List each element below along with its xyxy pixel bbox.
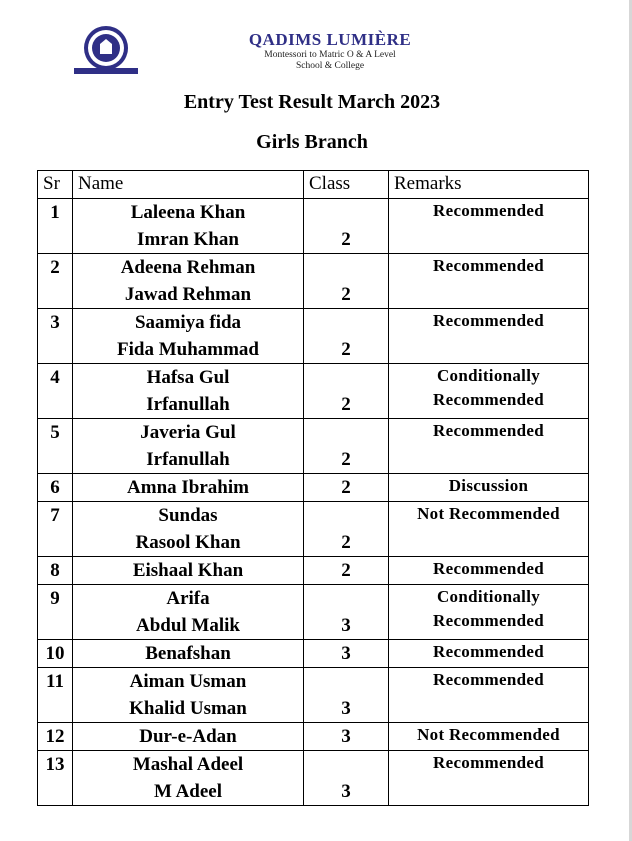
remarks-cell: Recommended (389, 557, 589, 585)
parent-name: Imran Khan (137, 229, 239, 250)
sr-cell: 1 (38, 199, 73, 254)
student-name: Adeena Rehman (120, 257, 256, 278)
sr-cell: 4 (38, 364, 73, 419)
table-row (38, 751, 589, 806)
sr-cell: 2 (38, 254, 73, 309)
remarks-cell: Recommended (389, 254, 589, 309)
class-cell: 2 (304, 502, 389, 557)
remarks-cell: Discussion (389, 474, 589, 502)
table-row (38, 254, 589, 309)
remarks-cell: Recommended (389, 199, 589, 254)
school-name: QADIMS LUMIÈRE (248, 30, 412, 49)
student-name: Aiman Usman (129, 671, 247, 692)
sr-cell: 13 (38, 751, 73, 806)
sr-cell: 5 (38, 419, 73, 474)
remarks-cell (389, 585, 589, 640)
school-tagline-1: Montessori to Matric O & A Level (264, 50, 396, 60)
table-row (38, 474, 589, 502)
school-logo-icon (70, 24, 142, 80)
results-table (37, 170, 589, 806)
name-cell: Dur-e-Adan (73, 723, 304, 751)
sr-cell: 6 (38, 474, 73, 502)
parent-name: Jawad Rehman (124, 284, 252, 305)
student-name: Sundas (158, 505, 218, 526)
table-row (38, 640, 589, 668)
table-row (38, 557, 589, 585)
table-row (38, 723, 589, 751)
remarks-cell: Recommended (389, 751, 589, 806)
student-name: Arifa (166, 588, 210, 609)
name-cell (73, 254, 304, 309)
table-row (38, 364, 589, 419)
class-cell: 3 (304, 640, 389, 668)
school-tagline-2: School & College (295, 61, 365, 71)
class-cell: 2 (304, 199, 389, 254)
table-row (38, 668, 589, 723)
remarks-cell: Recommended (389, 668, 589, 723)
sr-cell: 11 (38, 668, 73, 723)
header-class: Class (304, 171, 389, 199)
remarks-cell: Not Recommended (389, 723, 589, 751)
remarks-line-2: Recommended (433, 611, 544, 630)
class-cell: 2 (304, 419, 389, 474)
table-row (38, 419, 589, 474)
sr-cell: 10 (38, 640, 73, 668)
table-row (38, 309, 589, 364)
parent-name: Irfanullah (146, 394, 230, 415)
class-cell: 3 (304, 723, 389, 751)
student-name: Laleena Khan (130, 202, 246, 223)
parent-name: Irfanullah (146, 449, 230, 470)
branch-title: Girls Branch (256, 131, 368, 153)
class-cell: 3 (304, 585, 389, 640)
parent-name: Rasool Khan (135, 532, 241, 553)
school-brand (232, 30, 428, 72)
table-header-row (38, 171, 589, 199)
student-name: Saamiya fida (134, 312, 242, 333)
sr-cell: 7 (38, 502, 73, 557)
table-row (38, 199, 589, 254)
student-name: Mashal Adeel (132, 754, 244, 775)
class-cell: 2 (304, 474, 389, 502)
letterhead (0, 0, 632, 90)
sr-cell: 8 (38, 557, 73, 585)
header-name: Name (73, 171, 304, 199)
name-cell (73, 199, 304, 254)
header-remarks: Remarks (389, 171, 589, 199)
name-cell (73, 751, 304, 806)
class-cell: 2 (304, 557, 389, 585)
name-cell: Eishaal Khan (73, 557, 304, 585)
remarks-line-2: Recommended (433, 390, 544, 409)
name-cell (73, 585, 304, 640)
class-cell: 2 (304, 364, 389, 419)
class-cell: 3 (304, 751, 389, 806)
remarks-cell (389, 364, 589, 419)
name-cell (73, 502, 304, 557)
class-cell: 2 (304, 254, 389, 309)
name-cell (73, 309, 304, 364)
name-cell (73, 364, 304, 419)
name-cell (73, 668, 304, 723)
parent-name: Fida Muhammad (117, 339, 259, 360)
class-cell: 3 (304, 668, 389, 723)
table-row (38, 585, 589, 640)
sr-cell: 12 (38, 723, 73, 751)
table-row (38, 502, 589, 557)
document-title: Entry Test Result March 2023 (183, 91, 441, 113)
sr-cell: 3 (38, 309, 73, 364)
student-name: Hafsa Gul (146, 367, 230, 388)
remarks-cell: Recommended (389, 640, 589, 668)
name-cell (73, 419, 304, 474)
student-name: Javeria Gul (140, 422, 236, 443)
remarks-cell: Recommended (389, 309, 589, 364)
parent-name: M Adeel (153, 781, 223, 802)
name-cell: Amna Ibrahim (73, 474, 304, 502)
parent-name: Khalid Usman (129, 698, 247, 719)
sr-cell: 9 (38, 585, 73, 640)
remarks-cell: Not Recommended (389, 502, 589, 557)
remarks-line-1: Conditionally (436, 366, 541, 385)
remarks-cell: Recommended (389, 419, 589, 474)
class-cell: 2 (304, 309, 389, 364)
parent-name: Abdul Malik (135, 615, 240, 636)
remarks-line-1: Conditionally (436, 587, 541, 606)
header-sr: Sr (38, 171, 73, 199)
name-cell: Benafshan (73, 640, 304, 668)
